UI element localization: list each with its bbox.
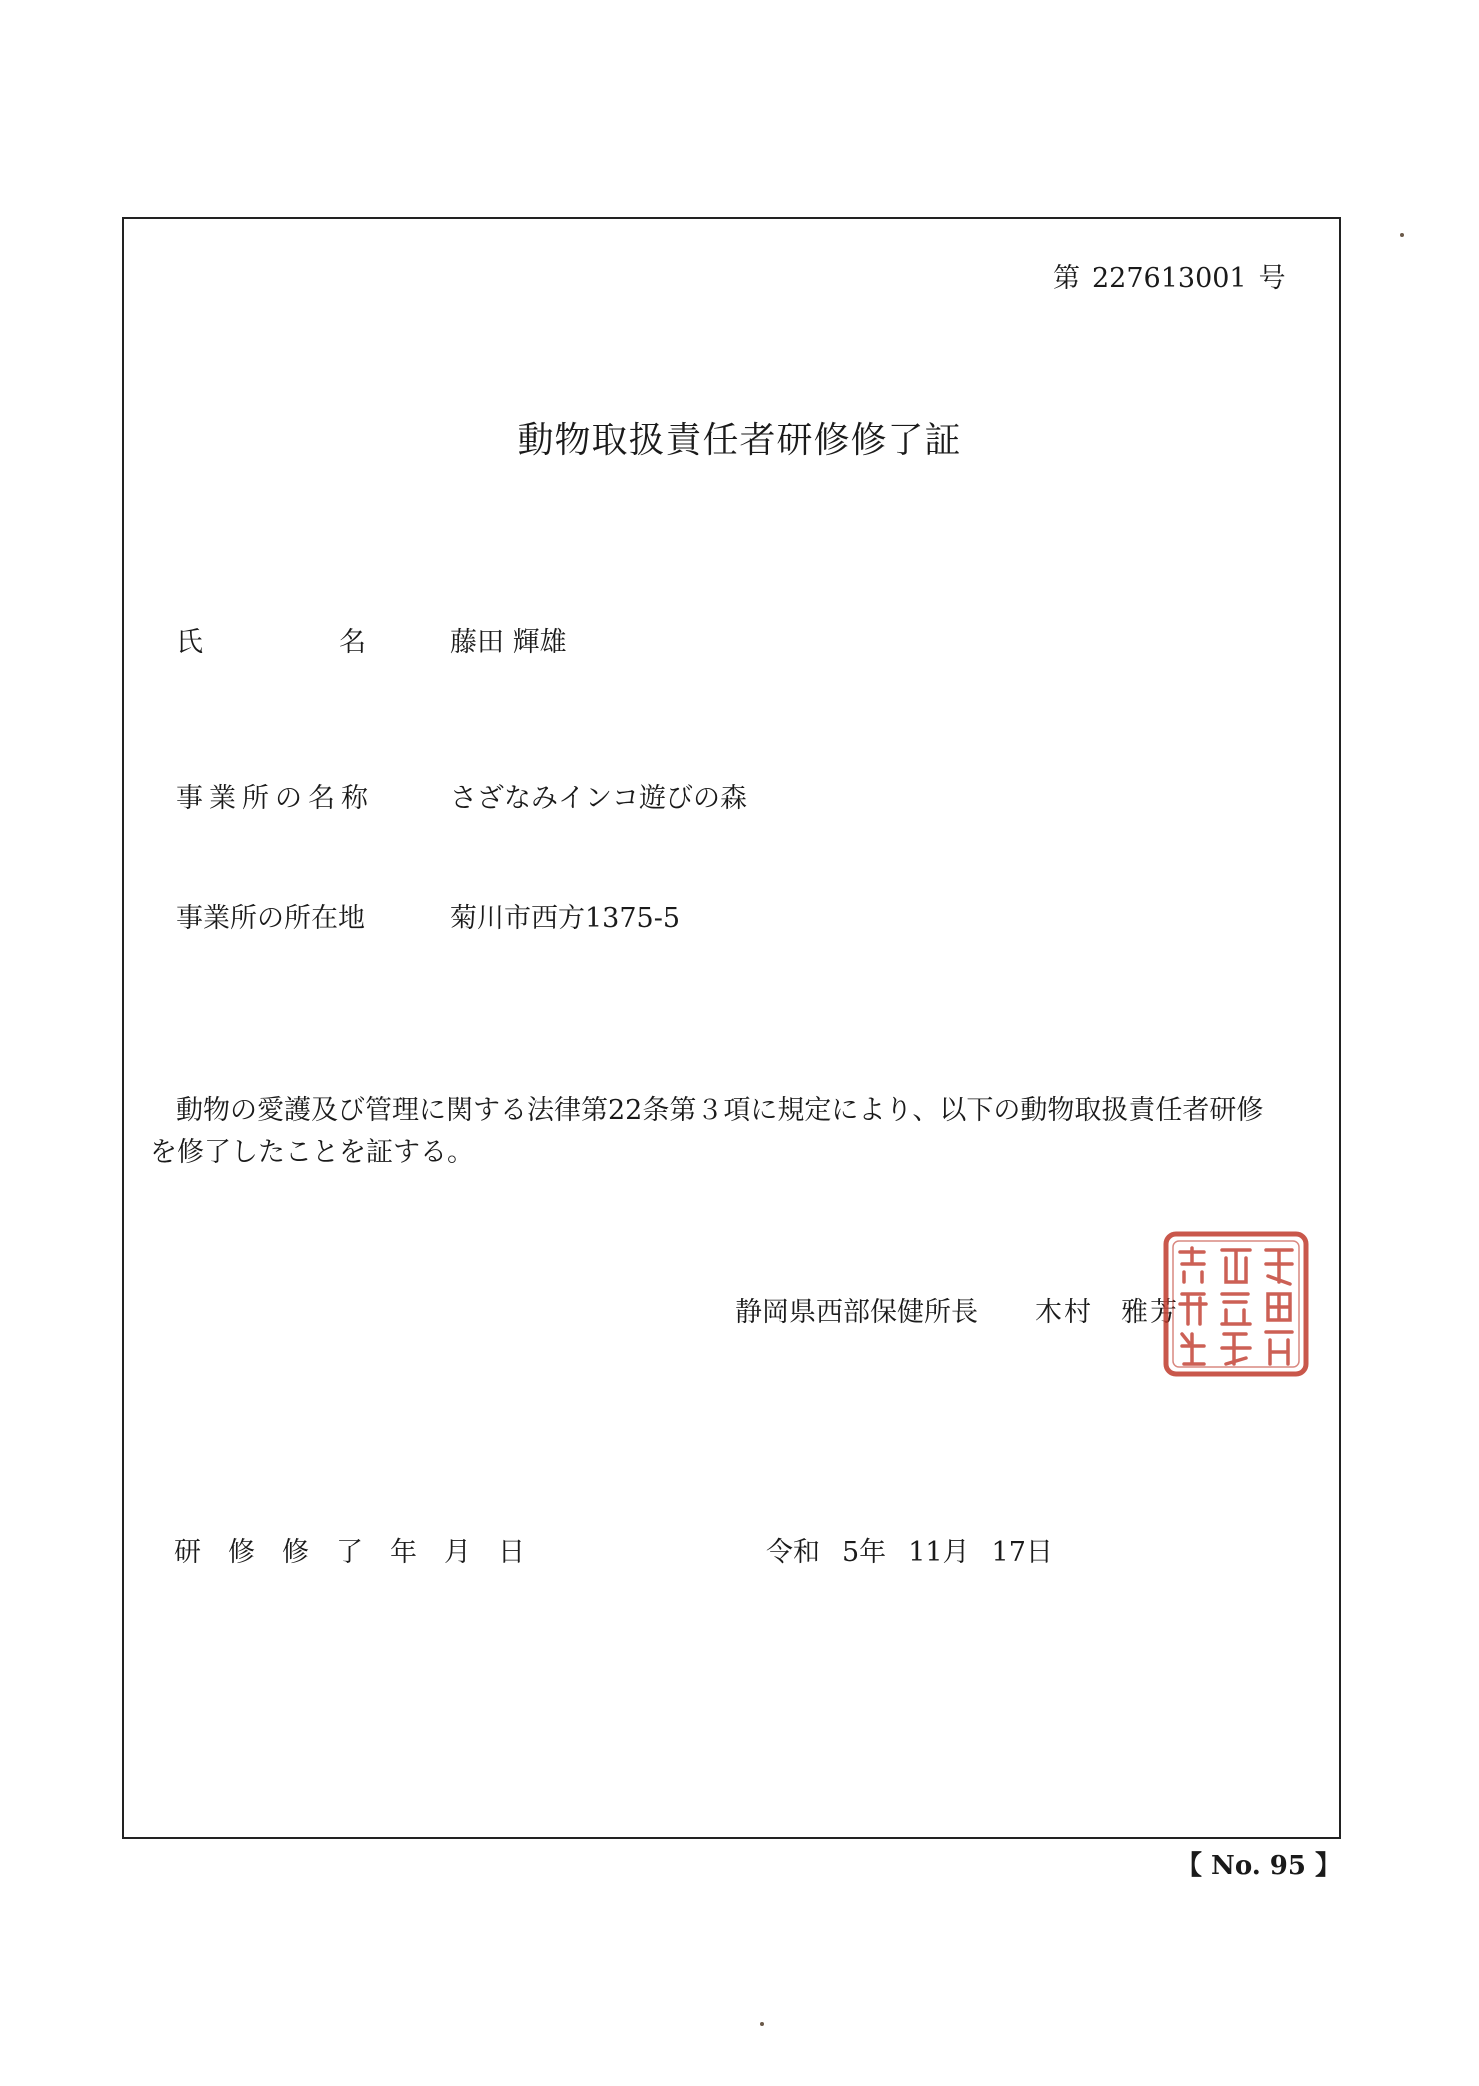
completion-date-label: 研修修了年月日 — [174, 1537, 552, 1568]
issuer-given-name: 雅芳 — [1121, 1297, 1179, 1328]
office-label: 事業所の名称 — [176, 783, 374, 814]
address-value: 菊川市西方1375-5 — [450, 903, 681, 934]
issuer-name — [1035, 1290, 1179, 1329]
certificate-title: 動物取扱責任者研修修了証 — [517, 420, 962, 461]
completion-year: 5年 — [842, 1537, 887, 1568]
issuer-office: 静岡県西部保健所長 — [735, 1297, 978, 1328]
name-value: 藤田 輝雄 — [450, 627, 567, 658]
certificate-number-prefix: 第 — [1053, 263, 1080, 294]
name-label — [176, 620, 366, 659]
page-number: 【 No. 95 】 — [1176, 1851, 1342, 1881]
office-value: さざなみインコ遊びの森 — [450, 783, 747, 814]
name-label-first-char: 氏 — [176, 627, 203, 658]
completion-day: 17日 — [991, 1537, 1053, 1568]
scan-speck — [760, 2022, 764, 2026]
certificate-number — [1053, 256, 1286, 295]
completion-date — [766, 1530, 1075, 1569]
certificate-number-suffix: 号 — [1258, 263, 1286, 294]
completion-era: 令和 — [766, 1537, 820, 1568]
official-seal-icon — [1160, 1228, 1312, 1380]
address-label: 事業所の所在地 — [176, 903, 365, 934]
certification-statement: 動物の愛護及び管理に関する法律第22条第３項に規定により、以下の動物取扱責任者研修を修了したことを証する。 — [150, 1095, 1264, 1168]
name-label-second-char: 名 — [339, 627, 366, 658]
scan-speck — [1400, 233, 1404, 237]
certificate-number-value: 227613001 — [1092, 263, 1247, 294]
issuer-surname: 木村 — [1035, 1297, 1093, 1328]
completion-month: 11月 — [908, 1537, 970, 1568]
